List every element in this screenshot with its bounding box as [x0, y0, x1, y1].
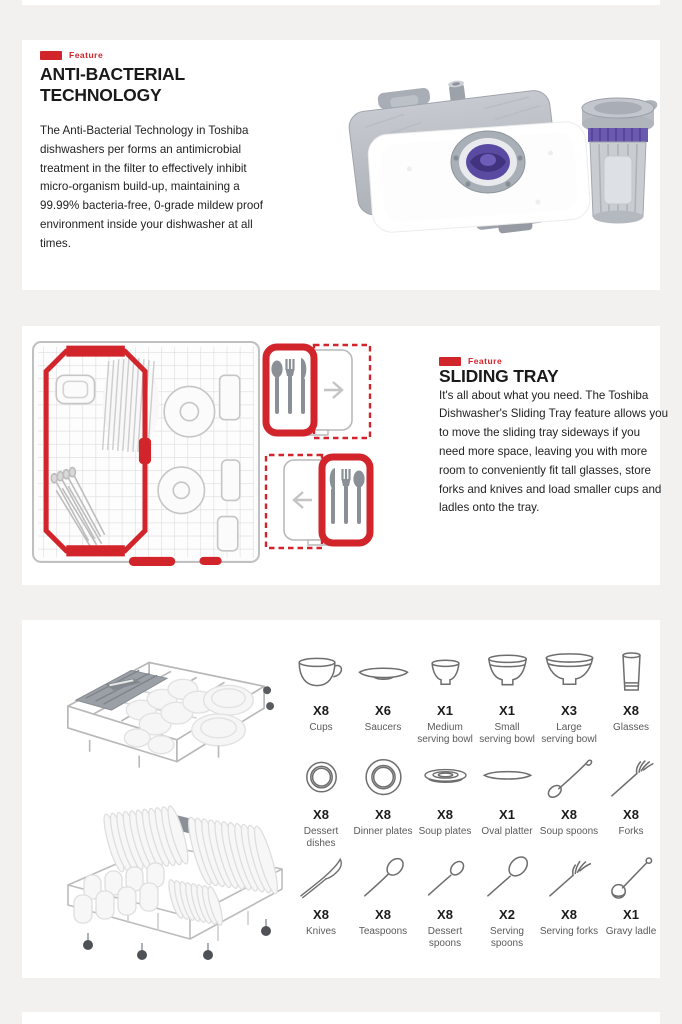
- knife-icon: [293, 854, 350, 902]
- item-label: Dessert dishes: [303, 826, 339, 849]
- item-count: X8: [375, 807, 391, 822]
- teaspoon-icon: [355, 854, 412, 902]
- cylindrical-micro-filter: [582, 98, 657, 224]
- section-place-settings: [22, 620, 660, 978]
- item-label: Soup spoons: [539, 826, 599, 837]
- item-label: Cups: [309, 722, 333, 733]
- place-setting-item: [476, 852, 538, 950]
- soup-plate-icon: [417, 754, 474, 802]
- section-body: The Anti-Bacterial Technology in Toshiba dishwashers per forms an antimicrobial treatment in the filter to effectively inhibit micro-organism build-up, maintaining a 99.99% bacteria-free, 0-grade mildew proof environment inside your dishwasher at all times.: [40, 124, 263, 250]
- item-count: X6: [375, 703, 391, 718]
- place-setting-item: [476, 648, 538, 752]
- item-count: X8: [313, 907, 329, 922]
- item-label: Dessert spoons: [427, 926, 463, 949]
- item-count: X1: [437, 703, 453, 718]
- item-label: Knives: [305, 926, 336, 937]
- bowl-s-icon: [417, 650, 474, 698]
- section-anti-bacterial: [22, 40, 660, 290]
- dinner-plate-icon: [355, 754, 412, 802]
- cup-icon: [293, 650, 350, 698]
- item-count: X2: [499, 907, 515, 922]
- item-label: Serving spoons: [490, 926, 524, 949]
- item-count: X1: [499, 807, 515, 822]
- title-line-1: ANTI-BACTERIAL: [40, 64, 185, 84]
- feature-badge: [40, 50, 103, 60]
- place-settings-grid: [290, 648, 662, 950]
- feature-bar-icon: [439, 357, 461, 366]
- item-label: Forks: [618, 826, 644, 837]
- place-setting-item: [352, 648, 414, 752]
- place-setting-item: [600, 648, 662, 752]
- item-count: X8: [375, 907, 391, 922]
- item-label: Soup plates: [418, 826, 472, 837]
- saucer-icon: [355, 650, 412, 698]
- section-title: [40, 64, 185, 105]
- item-count: X8: [313, 807, 329, 822]
- item-count: X8: [623, 703, 639, 718]
- rack-top-view-illustration: [30, 338, 262, 570]
- item-label: Teaspoons: [358, 926, 408, 937]
- fork-icon: [603, 754, 660, 802]
- rack-handle: [129, 557, 175, 566]
- section-title: SLIDING TRAY: [439, 366, 559, 386]
- soup-spoon-icon: [541, 754, 598, 802]
- item-count: X8: [437, 807, 453, 822]
- item-count: X1: [623, 907, 639, 922]
- place-setting-item: [476, 752, 538, 852]
- item-count: X8: [313, 703, 329, 718]
- item-label: Gravy ladle: [605, 926, 657, 937]
- feature-label: Feature: [69, 50, 104, 60]
- place-setting-item: [600, 852, 662, 950]
- item-count: X1: [499, 703, 515, 718]
- item-label: Large serving bowl: [541, 722, 597, 745]
- rack-wheels: [83, 919, 271, 960]
- title-line-2: TECHNOLOGY: [40, 84, 162, 105]
- tray-slide-left-diagram: [262, 452, 374, 554]
- item-label: Dinner plates: [353, 826, 413, 837]
- dessert-dish-icon: [293, 754, 350, 802]
- item-count: X3: [561, 703, 577, 718]
- serving-fork-icon: [541, 854, 598, 902]
- place-setting-item: [414, 852, 476, 950]
- feature-label: Feature: [468, 356, 503, 366]
- item-label: Saucers: [364, 722, 402, 733]
- section-body: It's all about what you need. The Toshiba Dishwasher's Sliding Tray feature allows you to move the sliding tray sideways if you need more space, leaving you with more room to conveniently fit tall glasses, store forks and knives and load smaller cups and ladles onto the tray.: [439, 388, 669, 515]
- upper-rack-illustration: [50, 644, 278, 794]
- item-count: X8: [561, 807, 577, 822]
- section-sliding-tray: [22, 326, 669, 585]
- feature-bar-icon: [40, 51, 62, 60]
- place-setting-item: [290, 852, 352, 950]
- bowl-l-icon: [541, 650, 598, 698]
- tray-slide-right-diagram: [262, 342, 374, 444]
- rack-clip: [199, 557, 221, 565]
- place-setting-item: [538, 648, 600, 752]
- item-count: X8: [623, 807, 639, 822]
- item-label: Medium serving bowl: [417, 722, 473, 745]
- bowl-m-icon: [479, 650, 536, 698]
- serving-spoon-icon: [479, 854, 536, 902]
- feature-badge: [439, 356, 669, 366]
- item-count: X8: [437, 907, 453, 922]
- place-setting-item: [538, 852, 600, 950]
- next-card-edge: [22, 1012, 660, 1024]
- filter-cyclone-cap: [451, 131, 525, 193]
- item-label: Glasses: [612, 722, 650, 733]
- place-setting-item: [290, 752, 352, 852]
- filter-parts-illustration: [340, 66, 664, 242]
- item-label: Serving forks: [539, 926, 599, 937]
- item-label: Oval platter: [481, 826, 533, 837]
- oval-platter-icon: [479, 754, 536, 802]
- dessert-spoon-icon: [417, 854, 474, 902]
- item-label: Small serving bowl: [479, 722, 535, 745]
- glass-icon: [603, 650, 660, 698]
- previous-card-edge: [22, 0, 660, 5]
- place-setting-item: [600, 752, 662, 852]
- item-count: X8: [561, 907, 577, 922]
- place-setting-item: [414, 752, 476, 852]
- place-setting-item: [352, 752, 414, 852]
- place-setting-item: [352, 852, 414, 950]
- place-setting-item: [414, 648, 476, 752]
- gravy-ladle-icon: [603, 854, 660, 902]
- place-setting-item: [538, 752, 600, 852]
- place-setting-item: [290, 648, 352, 752]
- lower-rack-illustration: [58, 792, 293, 964]
